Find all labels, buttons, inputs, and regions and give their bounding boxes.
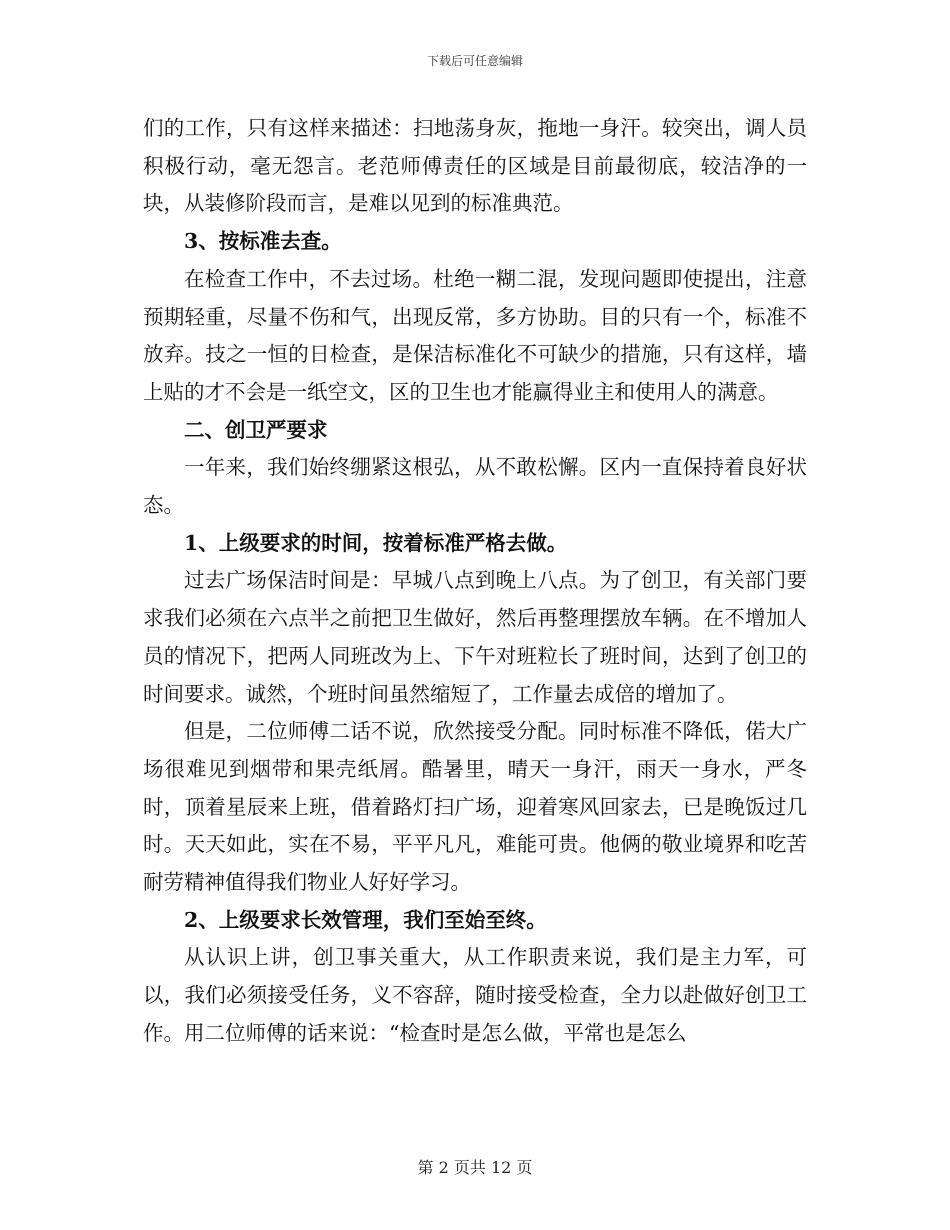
paragraph: 们的工作，只有这样来描述：扫地荡身灰，拖地一身汗。较突出，调人员积极行动，毫无怨言。老范师傅责任的区域是目前最彻底，较洁净的一块，从装修阶段而言，是难以见到的标准典范。: [143, 116, 807, 216]
paragraph: 过去广场保洁时间是：早城八点到晚上八点。为了创卫，有关部门要求我们必须在六点半之前把卫生做好，然后再整理摆放车辆。在不增加人员的情况下，把两人同班改为上、下午对班粒长了班时间，达到了创卫的时间要求。诚然，个班时间虽然缩短了，工作量去成倍的增加了。: [143, 568, 807, 706]
page-header: 下载后可任意编辑: [426, 54, 523, 68]
section-heading: 3、按标准去查。: [184, 229, 342, 254]
paragraph: 在检查工作中，不去过场。杜绝一糊二混，发现问题即使提出，注意预期轻重，尽量不伤和气，出现反常，多方协助。目的只有一个，标准不放弃。技之一恒的日检查，是保洁标准化不可缺少的措施，只有这样，墙上贴的才不会是一纸空文，区的卫生也才能赢得业主和使用人的满意。: [143, 266, 807, 404]
page-number: 第 2 页共 12 页: [417, 1158, 533, 1177]
section-heading: 1、上级要求的时间，按着标准严格去做。: [184, 530, 568, 555]
paragraph: 一年来，我们始终绷紧这根弘，从不敢松懈。区内一直保持着良好状态。: [143, 455, 807, 518]
paragraph: 但是，二位师傅二话不说，欣然接受分配。同时标准不降低，偌大广场很难见到烟带和果壳纸屑。酷暑里，晴天一身汗，雨天一身水，严冬时，顶着星辰来上班，借着路灯扫广场，迎着寒风回家去，已是晚饭过几时。天天如此，实在不易，平平凡凡，难能可贵。他俩的敬业境界和吃苦耐劳精神值得我们物业人好好学习。: [143, 719, 807, 895]
section-heading: 二、创卫严要求: [184, 417, 328, 442]
paragraph: 从认识上讲，创卫事关重大，从工作职责来说，我们是主力军，可以，我们必须接受任务，义不容辞，随时接受检查，全力以赴做好创卫工作。用二位师傅的话来说：“检查时是怎么做，平常也是怎么: [143, 945, 807, 1045]
document-body: [143, 110, 807, 1053]
section-heading: 2、上级要求长效管理，我们至始至终。: [184, 907, 547, 932]
